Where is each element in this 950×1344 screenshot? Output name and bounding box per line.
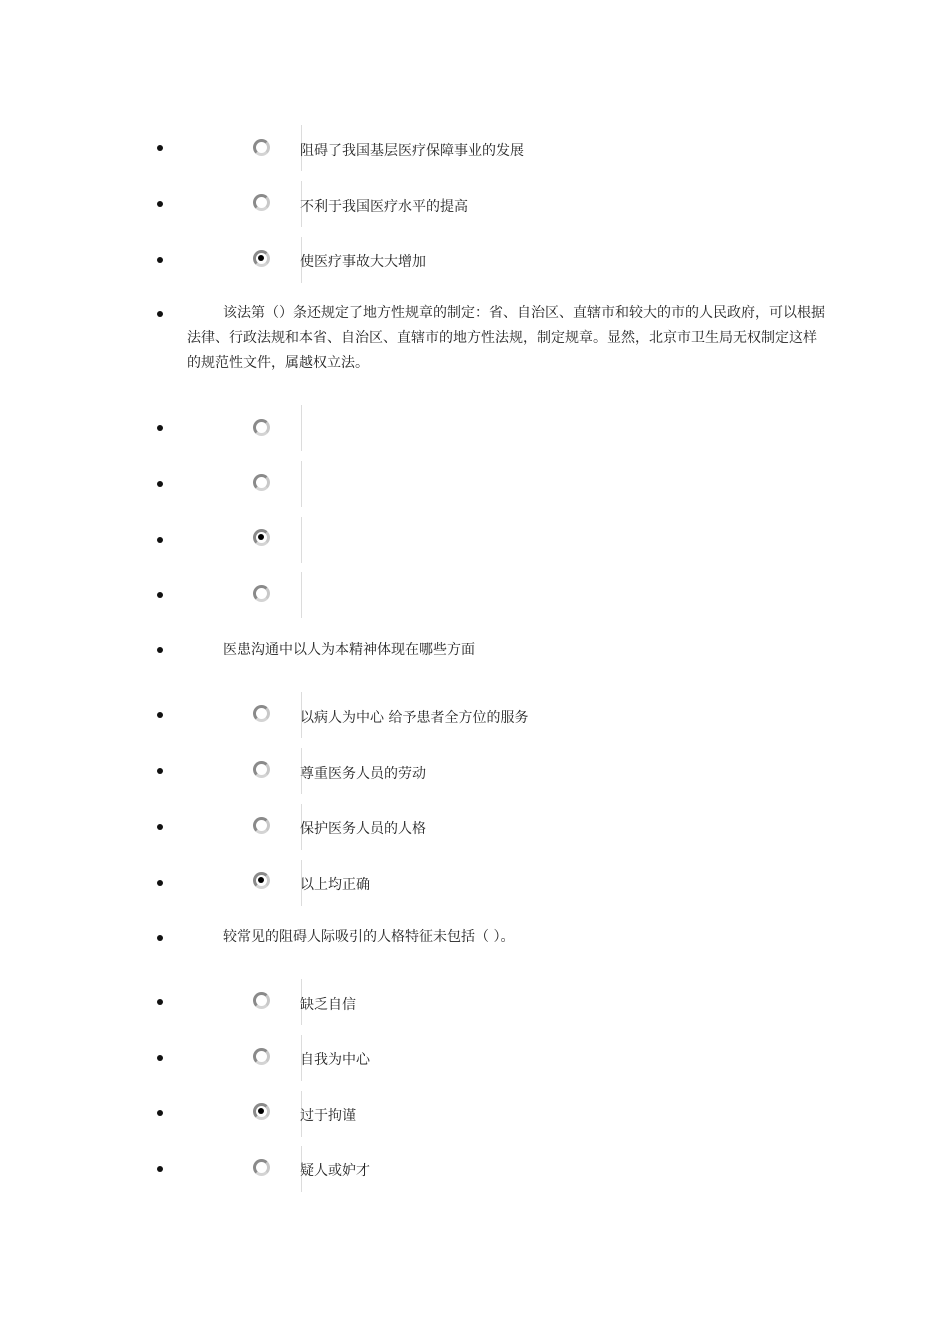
- radio-option-selected[interactable]: [248, 245, 274, 271]
- option-label: 不利于我国医疗水平的提高: [300, 199, 468, 215]
- divider: [301, 572, 302, 618]
- bullet: [157, 481, 163, 487]
- bullet: [157, 1055, 163, 1061]
- radio-option[interactable]: [248, 987, 274, 1013]
- option-label: 疑人或妒才: [300, 1163, 370, 1179]
- option-label: 以上均正确: [300, 877, 370, 893]
- question-text: 较常见的阻碍人际吸引的人格特征未包括（ ）。: [223, 929, 515, 945]
- bullet: [157, 880, 163, 886]
- radio-option-selected[interactable]: [248, 867, 274, 893]
- bullet: [157, 935, 163, 941]
- radio-option[interactable]: [248, 756, 274, 782]
- radio-option-selected[interactable]: [248, 524, 274, 550]
- radio-option-selected[interactable]: [248, 1098, 274, 1124]
- bullet: [157, 999, 163, 1005]
- bullet: [157, 1166, 163, 1172]
- radio-option[interactable]: [248, 700, 274, 726]
- radio-option[interactable]: [248, 580, 274, 606]
- bullet: [157, 1110, 163, 1116]
- divider: [301, 517, 302, 563]
- bullet: [157, 712, 163, 718]
- option-label: 阻碍了我国基层医疗保障事业的发展: [300, 143, 524, 159]
- question-text: 医患沟通中以人为本精神体现在哪些方面: [223, 642, 475, 658]
- option-label: 尊重医务人员的劳动: [300, 766, 426, 782]
- radio-option[interactable]: [248, 189, 274, 215]
- radio-option[interactable]: [248, 414, 274, 440]
- option-label: 以病人为中心 给予患者全方位的服务: [300, 710, 529, 726]
- bullet: [157, 311, 163, 317]
- bullet: [157, 647, 163, 653]
- question-text: 该法第（）条还规定了地方性规章的制定：省、自治区、直辖市和较大的市的人民政府，可以根据法律、行政法规和本省、自治区、直辖市的地方性法规，制定规章。显然，北京市卫生局无权制定这样的规范性文件，属越权立法。: [187, 305, 825, 371]
- radio-option[interactable]: [248, 812, 274, 838]
- radio-option[interactable]: [248, 134, 274, 160]
- bullet: [157, 768, 163, 774]
- option-label: 使医疗事故大大增加: [300, 254, 426, 270]
- option-label: 保护医务人员的人格: [300, 821, 426, 837]
- bullet: [157, 425, 163, 431]
- option-label: 过于拘谨: [300, 1108, 356, 1124]
- radio-option[interactable]: [248, 1154, 274, 1180]
- divider: [301, 461, 302, 507]
- option-label: 自我为中心: [300, 1052, 370, 1068]
- bullet: [157, 201, 163, 207]
- bullet: [157, 824, 163, 830]
- option-label: 缺乏自信: [300, 997, 356, 1013]
- radio-option[interactable]: [248, 1043, 274, 1069]
- bullet: [157, 145, 163, 151]
- divider: [301, 405, 302, 451]
- bullet: [157, 592, 163, 598]
- radio-option[interactable]: [248, 469, 274, 495]
- bullet: [157, 537, 163, 543]
- bullet: [157, 257, 163, 263]
